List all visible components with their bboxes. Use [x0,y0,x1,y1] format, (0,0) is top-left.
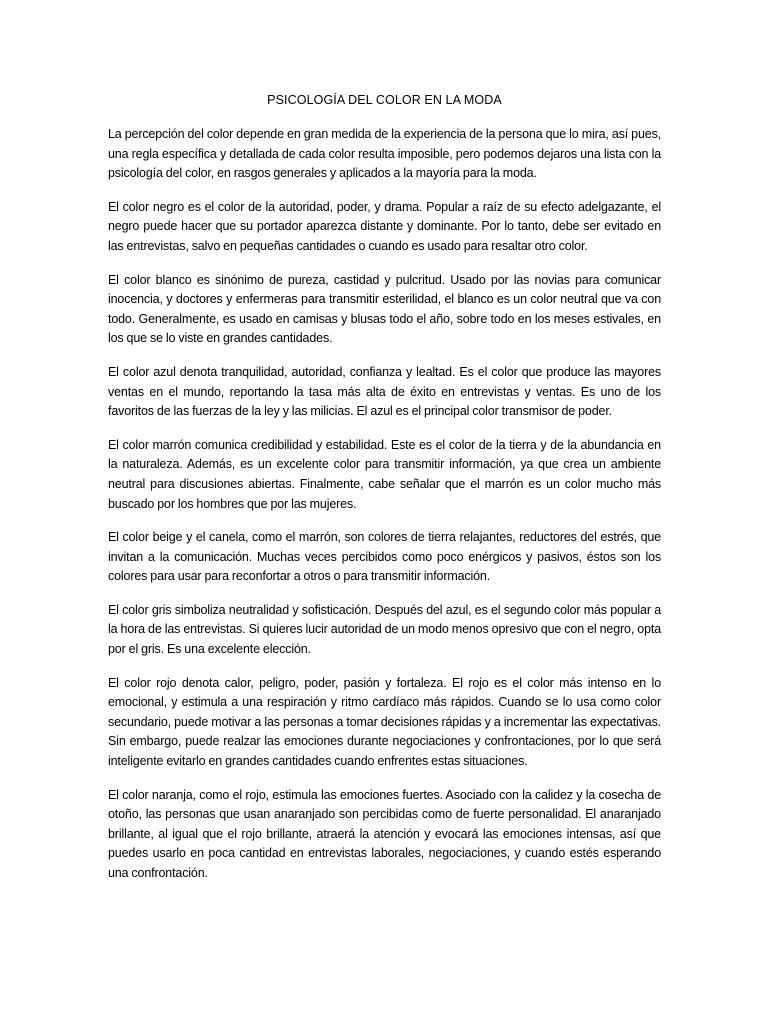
document-body [108,92,661,898]
paragraph-beige: El color beige y el canela, como el marrón, son colores de tierra relajantes, reductores del estrés, que invitan a la comunicación. Muchas veces percibidos como poco enérgicos y pasivos, éstos son los colores para usar para reconfortar a otros o para transmitir información. [108,530,661,584]
paragraph-marron: El color marrón comunica credibilidad y estabilidad. Este es el color de la tierra y de la abundancia en la naturaleza. Además, es un excelente color para transmitir información, ya que crea un ambiente neutral para discusiones abiertas. Finalmente, cabe señalar que el marrón es un color mucho más buscado por los hombres que por las mujeres. [108,437,661,511]
paragraph-gris: El color gris simboliza neutralidad y sofisticación. Después del azul, es el segundo color más popular a la hora de las entrevistas. Si quieres lucir autoridad de un modo menos opresivo que con el negro, opta por el gris. Es una excelente elección. [108,602,661,657]
paragraph-naranja: El color naranja, como el rojo, estimula las emociones fuertes. Asociado con la calidez y la cosecha de otoño, las personas que usan anaranjado son percibidas como de fuerte personalidad. El anaranjado brillante, al igual que el rojo brillante, atraerá la atención y evocará las emociones intensas, así que puedes usarlo en poca cantidad en entrevistas laborales, negociaciones, y cuando estés esperando una confrontación. [108,787,661,880]
paragraph-azul: El color azul denota tranquilidad, autoridad, confianza y lealtad. Es el color que produce las mayores ventas en el mundo, reportando la tasa más alta de éxito en entrevistas y ventas. Es uno de los favoritos de las fuerzas de la ley y las milicias. El azul es el principal color transmisor de poder. [108,364,661,419]
document-title: PSICOLOGÍA DEL COLOR EN LA MODA [267,93,502,107]
paragraph-negro: El color negro es el color de la autoridad, poder, y drama. Popular a raíz de su efecto adelgazante, el negro puede hacer que su portador aparezca distante y dominante. Por lo tanto, debe ser evitado en las entrevistas, salvo en pequeñas cantidades o cuando es usado para resaltar otro color. [108,199,661,253]
paragraph-blanco: El color blanco es sinónimo de pureza, castidad y pulcritud. Usado por las novias para comunicar inocencia, y doctores y enfermeras para transmitir esterilidad, el blanco es un color neutral que va con todo. Generalmente, es usado en camisas y blusas todo el año, sobre todo en los meses estivales, en los que se lo viste en grandes cantidades. [108,272,661,346]
paragraph-intro: La percepción del color depende en gran medida de la experiencia de la persona que lo mira, así pues, una regla específica y detallada de cada color resulta imposible, pero podemos dejaros una lista con la psicología del color, en rasgos generales y aplicados a la mayoría para la moda. [108,127,661,181]
paragraph-rojo: El color rojo denota calor, peligro, poder, pasión y fortaleza. El rojo es el color más intenso en lo emocional, y estimula a una respiración y ritmo cardíaco más rápidos. Cuando se lo usa como color secundario, puede motivar a las personas a tomar decisiones rápidas y a incrementar las expectativas. Sin embargo, puede realzar las emociones durante negociaciones y confrontaciones, por lo que será inteligente evitarlo en grandes cantidades cuando enfrentes estas situaciones. [108,675,661,769]
